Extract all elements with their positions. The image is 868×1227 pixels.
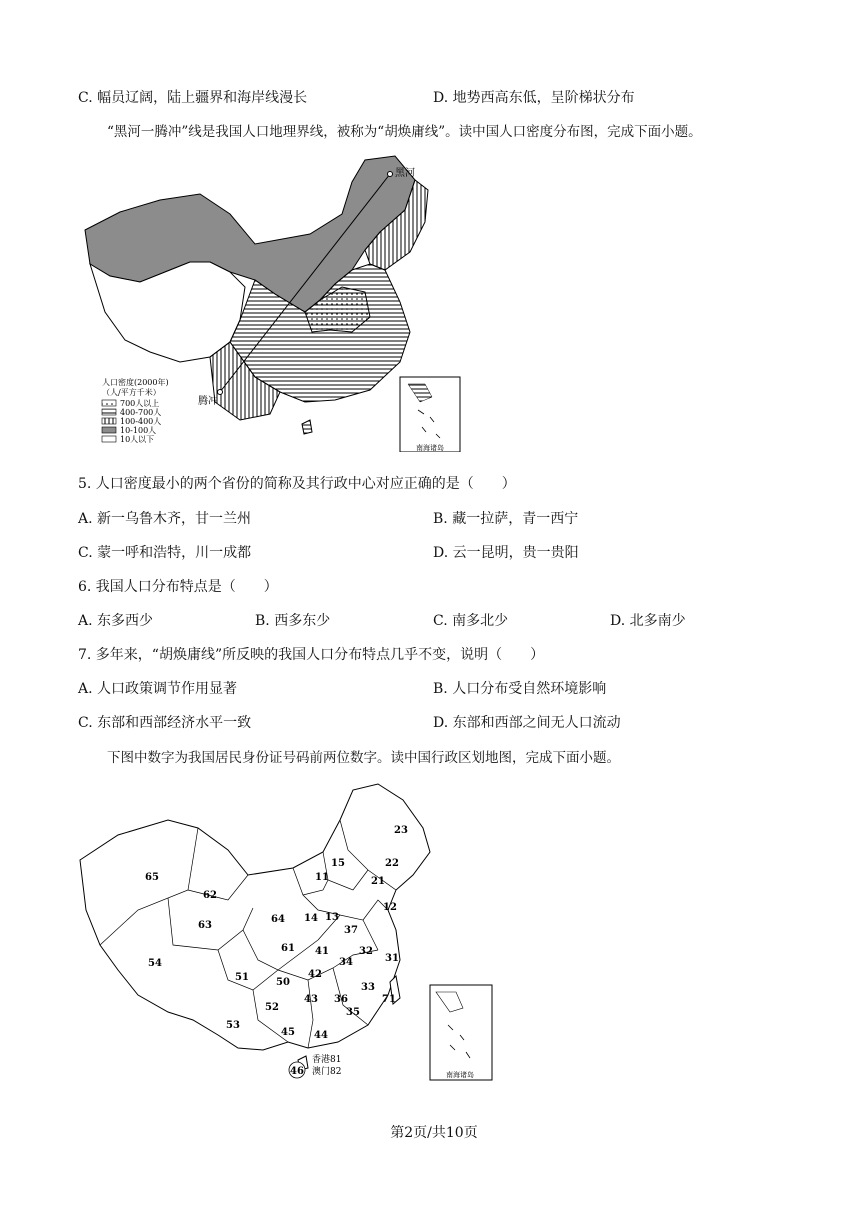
option-d: D. 地势西高东低，呈阶梯状分布: [433, 90, 635, 106]
svg-text:12: 12: [383, 902, 397, 913]
svg-text:400-700人: 400-700人: [120, 408, 162, 417]
svg-text:54: 54: [148, 958, 162, 969]
south-china-sea-inset-2: [430, 985, 492, 1080]
svg-text:36: 36: [334, 994, 348, 1005]
svg-text:63: 63: [198, 920, 212, 931]
svg-text:53: 53: [226, 1020, 240, 1031]
hongkong-label: 香港81: [312, 1055, 342, 1065]
svg-text:37: 37: [344, 925, 358, 936]
q5-option-d: D. 云一昆明，贵一贵阳: [433, 545, 579, 561]
svg-text:65: 65: [145, 872, 159, 883]
q6-option-c: C. 南多北少: [433, 613, 509, 629]
svg-text:22: 22: [385, 858, 399, 869]
svg-text:61: 61: [281, 943, 295, 954]
svg-text:34: 34: [339, 957, 353, 968]
svg-text:13: 13: [325, 912, 339, 923]
svg-text:51: 51: [235, 972, 249, 983]
population-density-map: [80, 152, 470, 452]
svg-text:（人/平方千米）: （人/平方千米）: [102, 388, 161, 397]
svg-text:62: 62: [203, 890, 217, 901]
q7-option-d: D. 东部和西部之间无人口流动: [433, 715, 621, 731]
svg-text:33: 33: [361, 982, 375, 993]
q5-option-a: A. 新一乌鲁木齐，甘一兰州: [78, 511, 252, 527]
south-china-sea-inset: [400, 377, 460, 452]
map-legend: [102, 377, 169, 444]
svg-text:11: 11: [315, 872, 329, 883]
heihe-label: 黑河: [395, 168, 415, 179]
intro-paragraph-1: “黑河一腾冲”线是我国人口地理界线，被称为“胡焕庸线”。读中国人口密度分布图，完成下面小题。: [107, 124, 702, 140]
tengchong-label: 腾冲: [198, 396, 218, 407]
svg-text:71: 71: [382, 994, 396, 1005]
svg-text:42: 42: [308, 969, 322, 980]
svg-text:人口密度(2000年): 人口密度(2000年): [102, 378, 169, 387]
svg-text:50: 50: [276, 977, 290, 988]
svg-text:44: 44: [314, 1030, 328, 1041]
q5-option-b: B. 藏一拉萨，青一西宁: [433, 511, 579, 527]
administrative-division-map: [78, 780, 498, 1085]
q7-option-b: B. 人口分布受自然环境影响: [433, 681, 607, 697]
q6-option-b: B. 西多东少: [255, 613, 331, 629]
svg-text:32: 32: [359, 946, 373, 957]
svg-text:43: 43: [304, 994, 318, 1005]
q5-stem: 5. 人口密度最小的两个省份的简称及其行政中心对应正确的是（ ）: [78, 476, 516, 492]
svg-text:64: 64: [271, 914, 285, 925]
svg-text:35: 35: [346, 1007, 360, 1018]
svg-text:46: 46: [290, 1066, 304, 1077]
svg-text:700人以上: 700人以上: [120, 399, 160, 408]
q7-stem: 7. 多年来，“胡焕庸线”所反映的我国人口分布特点几乎不变，说明（ ）: [78, 647, 545, 663]
page-footer: 第2页/共10页: [390, 1125, 478, 1141]
svg-text:41: 41: [315, 946, 329, 957]
q7-option-c: C. 东部和西部经济水平一致: [78, 715, 252, 731]
q7-option-a: A. 人口政策调节作用显著: [78, 681, 238, 697]
option-c: C. 幅员辽阔，陆上疆界和海岸线漫长: [78, 90, 308, 106]
macau-label: 澳门82: [312, 1067, 342, 1077]
svg-text:23: 23: [394, 825, 408, 836]
svg-text:52: 52: [265, 1002, 279, 1013]
svg-text:10-100人: 10-100人: [120, 426, 157, 435]
intro-paragraph-2: 下图中数字为我国居民身份证号码前两位数字。读中国行政区划地图，完成下面小题。: [107, 750, 620, 766]
q6-option-d: D. 北多南少: [610, 613, 686, 629]
q6-stem: 6. 我国人口分布特点是（ ）: [78, 579, 278, 595]
q6-option-a: A. 东多西少: [78, 613, 154, 629]
svg-text:南海诸岛: 南海诸岛: [416, 444, 444, 452]
svg-text:10人以下: 10人以下: [120, 435, 155, 444]
q5-option-c: C. 蒙一呼和浩特，川一成都: [78, 545, 252, 561]
svg-text:100-400人: 100-400人: [120, 417, 162, 426]
svg-text:南海诸岛: 南海诸岛: [446, 1071, 474, 1079]
svg-text:15: 15: [331, 858, 345, 869]
svg-text:45: 45: [281, 1027, 295, 1038]
svg-text:14: 14: [304, 913, 318, 924]
svg-text:21: 21: [371, 876, 385, 887]
svg-text:31: 31: [385, 953, 399, 964]
